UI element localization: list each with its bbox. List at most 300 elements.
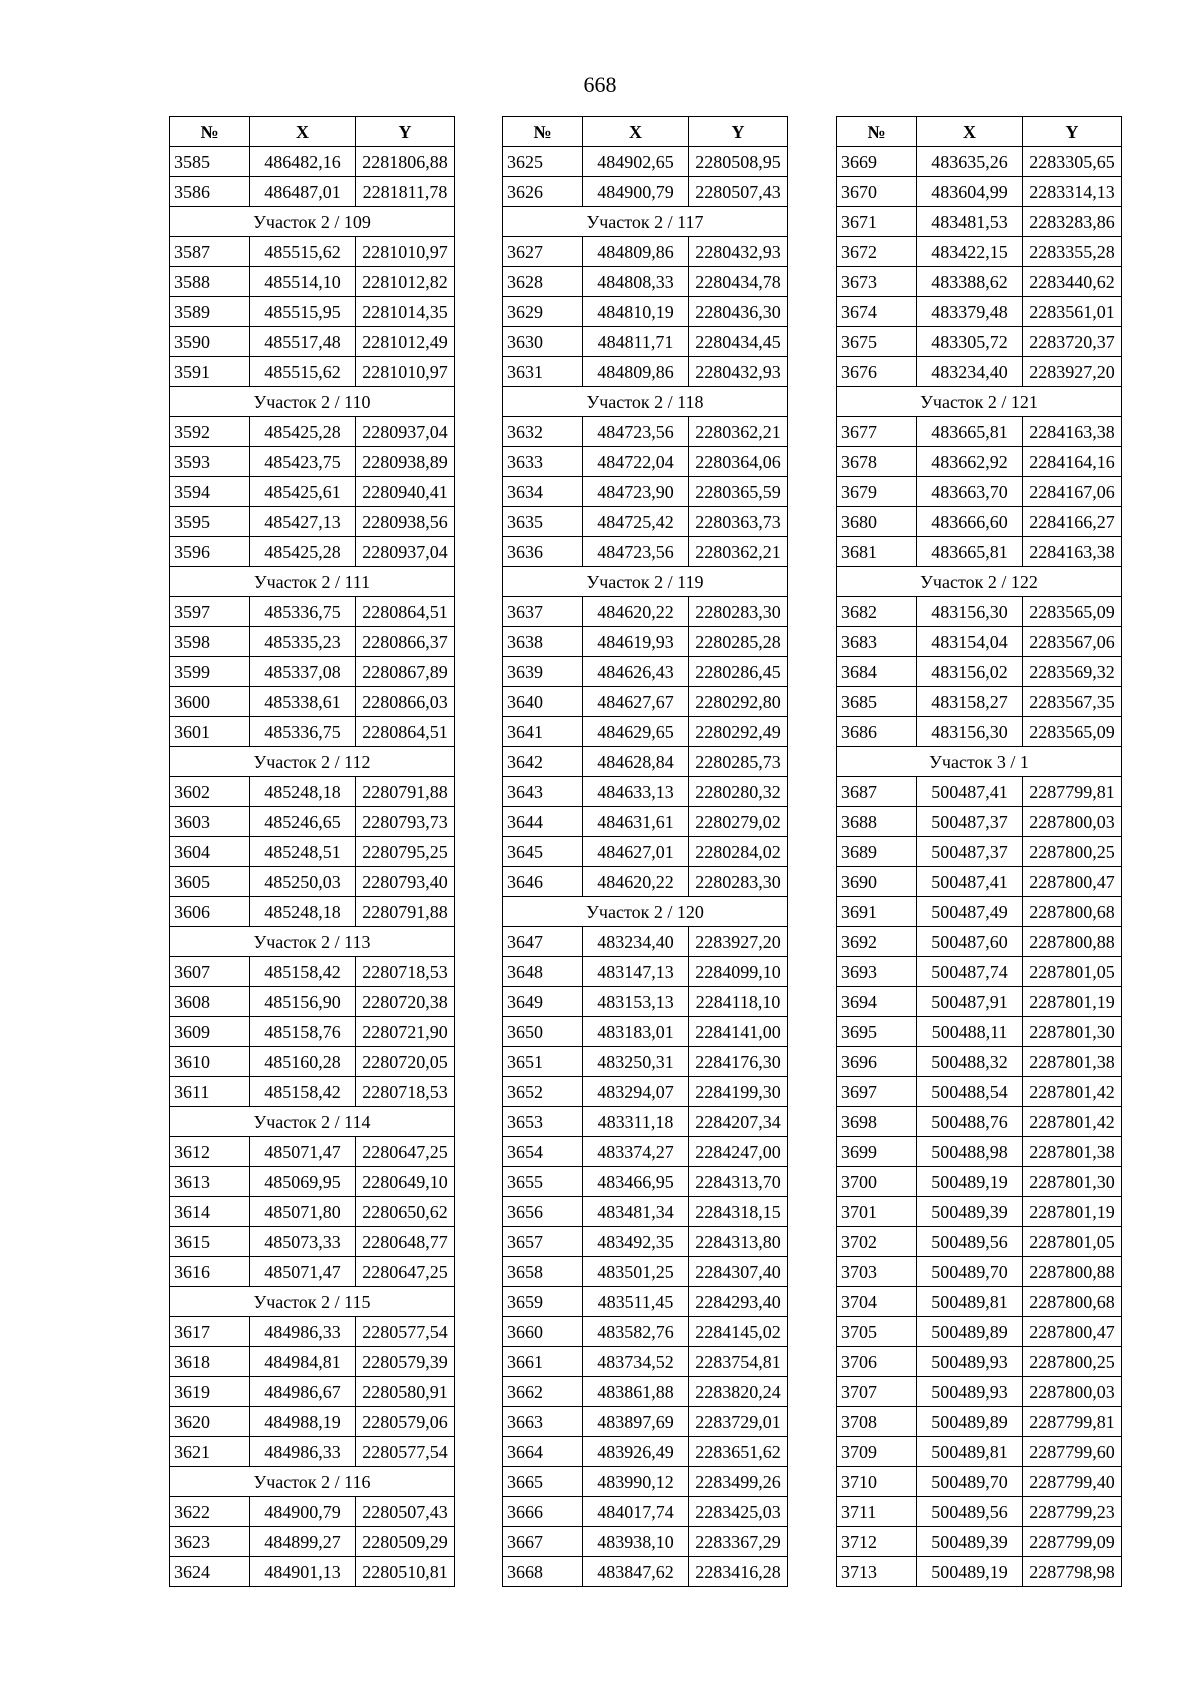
coord-y: 2283561,01	[1023, 297, 1122, 327]
coord-x: 485071,80	[250, 1197, 356, 1227]
point-number: 3693	[837, 957, 917, 987]
table-row	[837, 1557, 1122, 1587]
coord-x: 484626,43	[583, 657, 689, 687]
header-x: X	[583, 117, 689, 147]
table-row	[837, 627, 1122, 657]
coord-x: 483183,01	[583, 1017, 689, 1047]
coord-x: 485248,18	[250, 777, 356, 807]
table-row	[837, 1017, 1122, 1047]
coord-x: 483662,92	[917, 447, 1023, 477]
point-number: 3667	[503, 1527, 583, 1557]
table-row	[170, 1527, 455, 1557]
coord-y: 2280577,54	[356, 1437, 455, 1467]
coord-x: 483158,27	[917, 687, 1023, 717]
coord-x: 483582,76	[583, 1317, 689, 1347]
table-row	[837, 207, 1122, 237]
coord-x: 485423,75	[250, 447, 356, 477]
point-number: 3663	[503, 1407, 583, 1437]
point-number: 3710	[837, 1467, 917, 1497]
coord-x: 483388,62	[917, 267, 1023, 297]
coord-x: 485425,28	[250, 537, 356, 567]
point-number: 3704	[837, 1287, 917, 1317]
coord-x: 483234,40	[917, 357, 1023, 387]
point-number: 3587	[170, 237, 250, 267]
coord-x: 483379,48	[917, 297, 1023, 327]
point-number: 3641	[503, 717, 583, 747]
coord-y: 2283314,13	[1023, 177, 1122, 207]
coord-x: 484633,13	[583, 777, 689, 807]
coord-y: 2280285,73	[689, 747, 788, 777]
coord-y: 2280286,45	[689, 657, 788, 687]
coord-x: 485158,76	[250, 1017, 356, 1047]
table-row	[503, 927, 788, 957]
coord-x: 500487,37	[917, 807, 1023, 837]
coord-y: 2283565,09	[1023, 717, 1122, 747]
coord-y: 2283565,09	[1023, 597, 1122, 627]
coord-x: 483501,25	[583, 1257, 689, 1287]
coord-x: 483466,95	[583, 1167, 689, 1197]
coord-y: 2281010,97	[356, 357, 455, 387]
coord-x: 484627,01	[583, 837, 689, 867]
header-x: X	[250, 117, 356, 147]
coord-y: 2280864,51	[356, 597, 455, 627]
header-y: Y	[1023, 117, 1122, 147]
table-row	[170, 477, 455, 507]
coord-x: 500489,93	[917, 1377, 1023, 1407]
table-row	[170, 327, 455, 357]
table-row	[503, 1197, 788, 1227]
point-number: 3599	[170, 657, 250, 687]
point-number: 3636	[503, 537, 583, 567]
table-row	[837, 1437, 1122, 1467]
coord-x: 485514,10	[250, 267, 356, 297]
point-number: 3646	[503, 867, 583, 897]
coord-y: 2280793,40	[356, 867, 455, 897]
table-row	[170, 267, 455, 297]
coord-x: 485336,75	[250, 717, 356, 747]
point-number: 3694	[837, 987, 917, 1017]
section-row	[503, 897, 788, 927]
table-row	[170, 597, 455, 627]
table-row	[503, 537, 788, 567]
point-number: 3679	[837, 477, 917, 507]
coord-x: 484899,27	[250, 1527, 356, 1557]
table-row	[170, 627, 455, 657]
coord-x: 500487,41	[917, 867, 1023, 897]
point-number: 3647	[503, 927, 583, 957]
section-label: Участок 2 / 114	[170, 1107, 455, 1137]
point-number: 3608	[170, 987, 250, 1017]
table-row	[837, 987, 1122, 1017]
point-number: 3619	[170, 1377, 250, 1407]
coord-y: 2287801,42	[1023, 1107, 1122, 1137]
coord-x: 500488,76	[917, 1107, 1023, 1137]
section-label: Участок 2 / 119	[503, 567, 788, 597]
coord-x: 483604,99	[917, 177, 1023, 207]
coord-x: 485158,42	[250, 957, 356, 987]
table-row	[837, 867, 1122, 897]
coord-y: 2287800,47	[1023, 1317, 1122, 1347]
table-row	[837, 657, 1122, 687]
coord-x: 485158,42	[250, 1077, 356, 1107]
section-row	[170, 1467, 455, 1497]
point-number: 3705	[837, 1317, 917, 1347]
table-row	[503, 237, 788, 267]
coord-x: 485069,95	[250, 1167, 356, 1197]
table-row	[503, 1467, 788, 1497]
point-number: 3689	[837, 837, 917, 867]
table-row	[170, 1407, 455, 1437]
coord-y: 2280363,73	[689, 507, 788, 537]
coord-y: 2283367,29	[689, 1527, 788, 1557]
table-row	[503, 687, 788, 717]
coord-y: 2280938,56	[356, 507, 455, 537]
coord-x: 485071,47	[250, 1137, 356, 1167]
coord-y: 2280579,06	[356, 1407, 455, 1437]
coord-x: 484984,81	[250, 1347, 356, 1377]
coord-y: 2287800,25	[1023, 1347, 1122, 1377]
section-label: Участок 2 / 118	[503, 387, 788, 417]
coord-x: 483250,31	[583, 1047, 689, 1077]
coord-x: 483511,45	[583, 1287, 689, 1317]
coord-y: 2280508,95	[689, 147, 788, 177]
table-row	[170, 717, 455, 747]
coord-x: 484986,67	[250, 1377, 356, 1407]
section-row	[503, 207, 788, 237]
table-row	[837, 1047, 1122, 1077]
coord-y: 2283355,28	[1023, 237, 1122, 267]
coord-y: 2280718,53	[356, 1077, 455, 1107]
table-row	[837, 837, 1122, 867]
point-number: 3602	[170, 777, 250, 807]
point-number: 3635	[503, 507, 583, 537]
table-row	[837, 1257, 1122, 1287]
coord-x: 485338,61	[250, 687, 356, 717]
point-number: 3624	[170, 1557, 250, 1587]
table-row	[503, 1017, 788, 1047]
point-number: 3687	[837, 777, 917, 807]
coord-x: 483305,72	[917, 327, 1023, 357]
coord-x: 500487,49	[917, 897, 1023, 927]
section-row	[837, 567, 1122, 597]
coord-x: 500487,91	[917, 987, 1023, 1017]
coord-x: 500488,98	[917, 1137, 1023, 1167]
coord-y: 2283440,62	[1023, 267, 1122, 297]
point-number: 3626	[503, 177, 583, 207]
table-row	[503, 297, 788, 327]
point-number: 3664	[503, 1437, 583, 1467]
point-number: 3589	[170, 297, 250, 327]
section-row	[170, 567, 455, 597]
coord-y: 2280866,37	[356, 627, 455, 657]
coord-y: 2287801,05	[1023, 957, 1122, 987]
table-row	[503, 1137, 788, 1167]
point-number: 3660	[503, 1317, 583, 1347]
table-row	[837, 1527, 1122, 1557]
coord-y: 2280580,91	[356, 1377, 455, 1407]
coord-x: 500488,54	[917, 1077, 1023, 1107]
point-number: 3611	[170, 1077, 250, 1107]
coord-x: 486482,16	[250, 147, 356, 177]
coord-y: 2287801,42	[1023, 1077, 1122, 1107]
table-row	[170, 1347, 455, 1377]
coord-x: 500489,81	[917, 1287, 1023, 1317]
coord-y: 2287800,25	[1023, 837, 1122, 867]
coord-x: 484722,04	[583, 447, 689, 477]
table-row	[837, 1317, 1122, 1347]
coord-y: 2283569,32	[1023, 657, 1122, 687]
coord-x: 484631,61	[583, 807, 689, 837]
coord-x: 485071,47	[250, 1257, 356, 1287]
point-number: 3604	[170, 837, 250, 867]
coord-y: 2280507,43	[356, 1497, 455, 1527]
point-number: 3638	[503, 627, 583, 657]
coord-x: 483635,26	[917, 147, 1023, 177]
coord-y: 2280432,93	[689, 237, 788, 267]
coord-x: 500489,70	[917, 1467, 1023, 1497]
table-row	[503, 1437, 788, 1467]
coord-x: 483156,02	[917, 657, 1023, 687]
point-number: 3594	[170, 477, 250, 507]
table-row	[503, 717, 788, 747]
point-number: 3657	[503, 1227, 583, 1257]
coord-y: 2280650,62	[356, 1197, 455, 1227]
coord-x: 500487,60	[917, 927, 1023, 957]
coord-x: 500487,74	[917, 957, 1023, 987]
coord-y: 2287799,40	[1023, 1467, 1122, 1497]
point-number: 3683	[837, 627, 917, 657]
table-row	[170, 297, 455, 327]
coord-x: 500489,19	[917, 1557, 1023, 1587]
coordinates-table-left	[169, 116, 455, 1587]
table-row	[837, 777, 1122, 807]
table-row	[837, 1137, 1122, 1167]
section-label: Участок 2 / 120	[503, 897, 788, 927]
table-row	[170, 657, 455, 687]
coord-x: 483938,10	[583, 1527, 689, 1557]
table-row	[837, 1347, 1122, 1377]
point-number: 3659	[503, 1287, 583, 1317]
point-number: 3629	[503, 297, 583, 327]
coord-x: 483663,70	[917, 477, 1023, 507]
coord-x: 483926,49	[583, 1437, 689, 1467]
coord-x: 483666,60	[917, 507, 1023, 537]
point-number: 3695	[837, 1017, 917, 1047]
table-row	[837, 447, 1122, 477]
coord-y: 2280434,45	[689, 327, 788, 357]
point-number: 3702	[837, 1227, 917, 1257]
table-row	[837, 597, 1122, 627]
coord-y: 2284163,38	[1023, 417, 1122, 447]
section-row	[170, 207, 455, 237]
table-row	[170, 987, 455, 1017]
point-number: 3597	[170, 597, 250, 627]
point-number: 3648	[503, 957, 583, 987]
point-number: 3697	[837, 1077, 917, 1107]
point-number: 3590	[170, 327, 250, 357]
coord-y: 2287800,88	[1023, 1257, 1122, 1287]
point-number: 3677	[837, 417, 917, 447]
header-y: Y	[356, 117, 455, 147]
coord-x: 484986,33	[250, 1317, 356, 1347]
point-number: 3644	[503, 807, 583, 837]
table-row	[170, 807, 455, 837]
table-row	[837, 717, 1122, 747]
coord-y: 2283651,62	[689, 1437, 788, 1467]
coord-x: 483990,12	[583, 1467, 689, 1497]
coord-x: 500487,41	[917, 777, 1023, 807]
point-number: 3592	[170, 417, 250, 447]
coord-x: 484723,56	[583, 417, 689, 447]
point-number: 3614	[170, 1197, 250, 1227]
table-row	[837, 297, 1122, 327]
coord-y: 2284313,80	[689, 1227, 788, 1257]
point-number: 3672	[837, 237, 917, 267]
table-header-row	[837, 117, 1122, 147]
coord-y: 2287801,30	[1023, 1017, 1122, 1047]
point-number: 3685	[837, 687, 917, 717]
coord-y: 2280720,05	[356, 1047, 455, 1077]
coord-y: 2283416,28	[689, 1557, 788, 1587]
section-label: Участок 2 / 109	[170, 207, 455, 237]
table-row	[837, 147, 1122, 177]
coord-x: 484902,65	[583, 147, 689, 177]
table-row	[503, 477, 788, 507]
table-row	[170, 1197, 455, 1227]
point-number: 3591	[170, 357, 250, 387]
coord-x: 483154,04	[917, 627, 1023, 657]
coord-y: 2287800,03	[1023, 1377, 1122, 1407]
coord-y: 2284141,00	[689, 1017, 788, 1047]
section-row	[170, 927, 455, 957]
point-number: 3585	[170, 147, 250, 177]
coord-y: 2284118,10	[689, 987, 788, 1017]
point-number: 3613	[170, 1167, 250, 1197]
coord-x: 483234,40	[583, 927, 689, 957]
point-number: 3596	[170, 537, 250, 567]
table-row	[170, 507, 455, 537]
coord-y: 2287800,68	[1023, 1287, 1122, 1317]
coord-y: 2280579,39	[356, 1347, 455, 1377]
coord-x: 484620,22	[583, 867, 689, 897]
coord-y: 2280434,78	[689, 267, 788, 297]
point-number: 3700	[837, 1167, 917, 1197]
table-row	[503, 1227, 788, 1257]
point-number: 3643	[503, 777, 583, 807]
coord-x: 484808,33	[583, 267, 689, 297]
point-number: 3682	[837, 597, 917, 627]
point-number: 3606	[170, 897, 250, 927]
coord-y: 2280937,04	[356, 417, 455, 447]
table-row	[170, 1377, 455, 1407]
coord-x: 500489,39	[917, 1197, 1023, 1227]
table-row	[170, 1077, 455, 1107]
coord-y: 2287801,05	[1023, 1227, 1122, 1257]
point-number: 3709	[837, 1437, 917, 1467]
coord-y: 2283499,26	[689, 1467, 788, 1497]
table-row	[503, 357, 788, 387]
section-row	[837, 747, 1122, 777]
coord-x: 484723,90	[583, 477, 689, 507]
table-row	[170, 867, 455, 897]
coord-y: 2280292,80	[689, 687, 788, 717]
table-row	[170, 1257, 455, 1287]
section-label: Участок 2 / 110	[170, 387, 455, 417]
coord-y: 2283754,81	[689, 1347, 788, 1377]
coord-y: 2280867,89	[356, 657, 455, 687]
point-number: 3707	[837, 1377, 917, 1407]
point-number: 3691	[837, 897, 917, 927]
point-number: 3632	[503, 417, 583, 447]
coord-y: 2280432,93	[689, 357, 788, 387]
table-row	[503, 987, 788, 1017]
table-row	[503, 837, 788, 867]
point-number: 3627	[503, 237, 583, 267]
table-row	[503, 597, 788, 627]
table-row	[170, 1017, 455, 1047]
point-number: 3712	[837, 1527, 917, 1557]
table-row	[503, 657, 788, 687]
table-row	[503, 177, 788, 207]
coord-x: 485156,90	[250, 987, 356, 1017]
table-row	[503, 1377, 788, 1407]
coord-y: 2280864,51	[356, 717, 455, 747]
coord-x: 484900,79	[250, 1497, 356, 1527]
point-number: 3616	[170, 1257, 250, 1287]
point-number: 3618	[170, 1347, 250, 1377]
table-row	[170, 1437, 455, 1467]
coord-y: 2281010,97	[356, 237, 455, 267]
coord-x: 485073,33	[250, 1227, 356, 1257]
coord-y: 2283927,20	[1023, 357, 1122, 387]
coord-x: 484628,84	[583, 747, 689, 777]
coord-x: 500488,11	[917, 1017, 1023, 1047]
section-label: Участок 2 / 113	[170, 927, 455, 957]
point-number: 3686	[837, 717, 917, 747]
section-row	[837, 387, 1122, 417]
coord-x: 485248,18	[250, 897, 356, 927]
section-label: Участок 2 / 121	[837, 387, 1122, 417]
coord-y: 2284167,06	[1023, 477, 1122, 507]
point-number: 3621	[170, 1437, 250, 1467]
coord-x: 485160,28	[250, 1047, 356, 1077]
table-row	[503, 1107, 788, 1137]
coord-x: 485335,23	[250, 627, 356, 657]
point-number: 3598	[170, 627, 250, 657]
coord-y: 2283820,24	[689, 1377, 788, 1407]
coord-y: 2287799,60	[1023, 1437, 1122, 1467]
section-row	[170, 747, 455, 777]
coord-y: 2280795,25	[356, 837, 455, 867]
table-row	[170, 1317, 455, 1347]
point-number: 3655	[503, 1167, 583, 1197]
table-row	[837, 267, 1122, 297]
point-number: 3670	[837, 177, 917, 207]
point-number: 3625	[503, 147, 583, 177]
coord-x: 500489,89	[917, 1317, 1023, 1347]
point-number: 3706	[837, 1347, 917, 1377]
point-number: 3620	[170, 1407, 250, 1437]
header-number: №	[170, 117, 250, 147]
table-header-row	[170, 117, 455, 147]
coordinates-table-right	[836, 116, 1122, 1587]
point-number: 3653	[503, 1107, 583, 1137]
coord-y: 2284145,02	[689, 1317, 788, 1347]
coord-y: 2280364,06	[689, 447, 788, 477]
point-number: 3630	[503, 327, 583, 357]
section-row	[503, 387, 788, 417]
coord-y: 2280721,90	[356, 1017, 455, 1047]
